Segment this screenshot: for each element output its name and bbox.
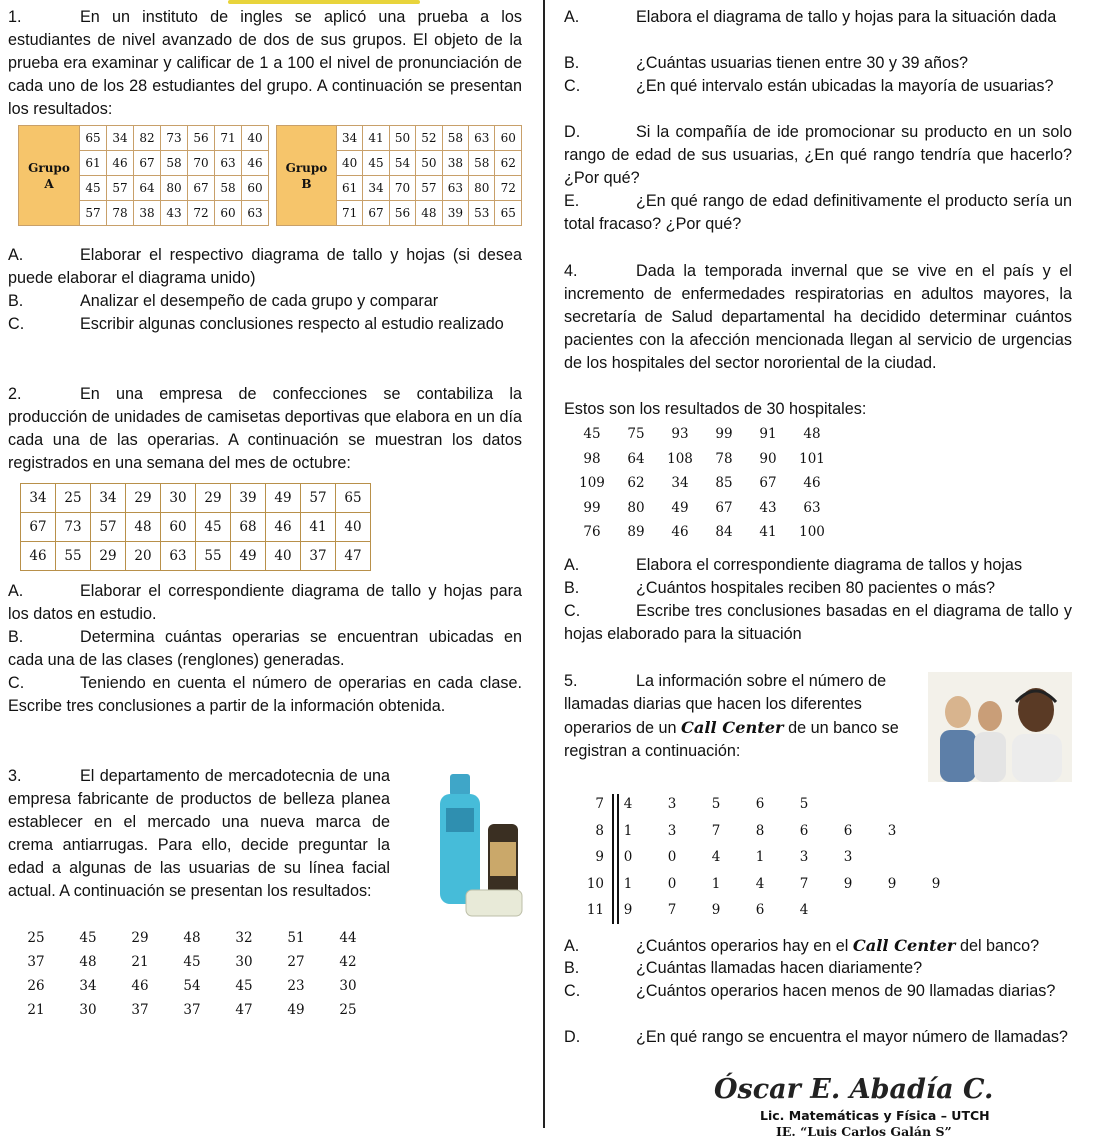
q4-value: 91 — [759, 426, 777, 442]
q2-cell: 20 — [126, 542, 161, 571]
q1-group-b-table — [276, 125, 522, 226]
q5-d: D. ¿En qué rango se encuentra el mayor número de llamadas? — [564, 1028, 1068, 1046]
q3-value: 37 — [183, 1002, 201, 1018]
group-b-cell: 57 — [416, 176, 442, 201]
leaf: 3 — [799, 849, 809, 865]
leaf: 9 — [623, 902, 633, 918]
q2-cell: 29 — [91, 542, 126, 571]
q4-value: 63 — [803, 499, 821, 516]
q2-cell: 41 — [301, 513, 336, 542]
group-a-cell: 70 — [188, 151, 215, 176]
leaf: 4 — [711, 849, 721, 865]
q4-value: 99 — [583, 499, 601, 516]
leaf: 9 — [711, 902, 721, 918]
q2-cell: 34 — [21, 484, 56, 513]
q4-value: 89 — [627, 524, 645, 540]
q4-a: A. Elabora el correspondiente diagrama de tallos y hojas — [564, 556, 1023, 574]
q2-cell: 67 — [21, 513, 56, 542]
q5-intro: 5. La información sobre el número de llamadas diarias que hacen los diferentes operarios de un Call Center de un banco se registran a continuación: — [564, 672, 899, 760]
q4-value: 48 — [803, 426, 821, 442]
leaf: 6 — [799, 822, 809, 839]
q3-value: 30 — [339, 978, 357, 994]
q4-value: 67 — [715, 499, 733, 516]
group-b-cell: 65 — [495, 201, 522, 226]
group-b-cell: 71 — [336, 201, 362, 226]
group-b-cell: 58 — [442, 126, 468, 151]
q4-value: 80 — [627, 499, 645, 516]
leaf: 1 — [623, 875, 633, 892]
q3-value: 54 — [183, 978, 201, 994]
q3-value: 21 — [27, 1002, 45, 1018]
q1-intro: 1. En un instituto de ingles se aplicó una prueba a los estudiantes de nivel avanzado de dos de sus grupos. El objeto de la prueba era examinar y calificar de 1 a 100 el nivel de pronunciación de cada uno de los 28 estudiantes del grupo. A continuación se presentan los resultados: — [8, 8, 522, 118]
group-b-cell: 41 — [363, 126, 389, 151]
group-a-cell: 67 — [134, 151, 161, 176]
q3-value: 26 — [27, 978, 45, 994]
group-a-cell: 43 — [161, 201, 188, 226]
q3-value: 25 — [27, 930, 45, 946]
group-a-cell: 60 — [215, 201, 242, 226]
q2-cell: 40 — [266, 542, 301, 571]
leaf: 6 — [843, 822, 853, 839]
q4-value: 84 — [715, 524, 733, 540]
leaf: 3 — [667, 822, 677, 839]
group-a-cell: 63 — [242, 201, 269, 226]
group-a-cell: 61 — [80, 151, 107, 176]
group-b-cell: 34 — [336, 126, 362, 151]
q2-cell: 55 — [56, 542, 91, 571]
q2-cell: 29 — [196, 484, 231, 513]
group-b-cell: 34 — [363, 176, 389, 201]
group-a-cell: 46 — [107, 151, 134, 176]
q1-b: B. Analizar el desempeño de cada grupo y comparar — [8, 292, 439, 310]
q5-stem-leaf — [564, 790, 964, 930]
q4-value: 75 — [627, 426, 645, 442]
leaf: 8 — [755, 822, 765, 839]
q3-value: 45 — [235, 978, 253, 994]
q3-value: 37 — [131, 1002, 149, 1018]
leaf: 1 — [711, 875, 721, 892]
q3-value: 34 — [79, 978, 97, 994]
q1-c: C. Escribir algunas conclusiones respecto al estudio realizado — [8, 315, 504, 333]
leaf: 1 — [755, 849, 765, 865]
group-b-cell: 80 — [469, 176, 495, 201]
group-a-cell: 56 — [188, 126, 215, 151]
q2-cell: 60 — [161, 513, 196, 542]
q2-b: B. Determina cuántas operarias se encuentran ubicadas en cada una de las clases (renglones) generadas. — [8, 628, 522, 669]
q4-value: 45 — [583, 426, 601, 442]
q2-cell: 30 — [161, 484, 196, 513]
q4-value: 78 — [715, 450, 733, 467]
group-b-cell: 52 — [416, 126, 442, 151]
q2-cell: 34 — [91, 484, 126, 513]
leaf: 0 — [623, 849, 633, 865]
group-a-cell: 40 — [242, 126, 269, 151]
column-divider — [543, 0, 545, 1128]
q4-data — [574, 426, 834, 552]
q4-value: 93 — [671, 426, 689, 442]
q1-group-a-table — [18, 125, 269, 226]
q3-value: 29 — [131, 930, 149, 946]
group-a-label: Grupo A — [19, 126, 80, 226]
q4-value: 67 — [759, 475, 777, 491]
leaf: 0 — [667, 849, 677, 865]
group-b-cell: 61 — [336, 176, 362, 201]
group-b-cell: 62 — [495, 151, 522, 176]
q2-cell: 29 — [126, 484, 161, 513]
q4-c: C. Escribe tres conclusiones basadas en el diagrama de tallo y hojas elaborado para la situación — [564, 602, 1072, 643]
group-a-cell: 63 — [215, 151, 242, 176]
q2-cell: 45 — [196, 513, 231, 542]
group-a-cell: 34 — [107, 126, 134, 151]
group-a-cell: 58 — [215, 176, 242, 201]
q4-value: 98 — [583, 450, 601, 467]
leaf: 3 — [887, 822, 897, 839]
q3-value: 44 — [339, 930, 357, 946]
q1-a: A. Elaborar el respectivo diagrama de tallo y hojas (si desea puede elaborar el diagrama unido) — [8, 246, 522, 287]
q2-cell: 39 — [231, 484, 266, 513]
group-b-cell: 48 — [416, 201, 442, 226]
q2-cell: 25 — [56, 484, 91, 513]
group-a-cell: 64 — [134, 176, 161, 201]
q3-value: 45 — [79, 930, 97, 946]
q3-c: C. ¿En qué intervalo están ubicadas la mayoría de usuarias? — [564, 77, 1054, 95]
q4-value: 109 — [579, 475, 605, 491]
group-a-cell: 57 — [80, 201, 107, 226]
footer-line-2: IE. “Luis Carlos Galán S” — [776, 1124, 952, 1139]
group-b-cell: 53 — [469, 201, 495, 226]
leaf: 4 — [799, 902, 809, 918]
q2-cell: 49 — [231, 542, 266, 571]
q3-value: 37 — [27, 954, 45, 970]
q2-table — [20, 483, 371, 571]
q3-e: E. ¿En qué rango de edad definitivamente el producto sería un total fracaso? ¿Por qué? — [564, 192, 1072, 233]
group-b-cell: 70 — [389, 176, 415, 201]
leaf: 9 — [887, 875, 897, 892]
group-a-cell: 38 — [134, 201, 161, 226]
q2-intro: 2. En una empresa de confecciones se contabiliza la producción de unidades de camisetas deportivas que elabora en un día cada una de las operarias. A continuación se muestran los datos registrados en una semana del mes de octubre: — [8, 385, 522, 472]
q3-value: 47 — [235, 1002, 253, 1018]
q4-value: 108 — [667, 450, 693, 467]
group-b-cell: 39 — [442, 201, 468, 226]
group-a-cell: 67 — [188, 176, 215, 201]
q2-cell: 46 — [266, 513, 301, 542]
call-center-photo — [928, 672, 1072, 782]
leaf: 4 — [623, 796, 633, 812]
group-b-cell: 38 — [442, 151, 468, 176]
q4-value: 64 — [627, 450, 645, 467]
q5-a: A. ¿Cuántos operarios hay en el Call Center del banco? — [564, 936, 1040, 955]
leaf: 9 — [931, 875, 941, 892]
group-b-cell: 40 — [336, 151, 362, 176]
q2-cell: 65 — [336, 484, 371, 513]
leaf: 6 — [755, 796, 765, 812]
group-b-cell: 56 — [389, 201, 415, 226]
leaf: 5 — [711, 796, 721, 812]
q4-value: 90 — [759, 450, 777, 467]
group-b-cell: 72 — [495, 176, 522, 201]
q2-cell: 46 — [21, 542, 56, 571]
q4-intro: 4. Dada la temporada invernal que se vive en el país y el incremento de enfermedades respiratorias en adultos mayores, la secretaría de Salud departamental ha decidido determinar cuántos pacientes con la afección mencionada llegan al servicio de urgencias de los hospitales del sector nororiental de la ciudad. — [564, 262, 1072, 372]
q5-c: C. ¿Cuántos operarios hacen menos de 90 llamadas diarias? — [564, 982, 1056, 1000]
group-a-cell: 82 — [134, 126, 161, 151]
q2-cell: 55 — [196, 542, 231, 571]
group-b-cell: 58 — [469, 151, 495, 176]
q3-value: 21 — [131, 954, 149, 970]
leaf: 3 — [667, 796, 677, 812]
q4-lead: Estos son los resultados de 30 hospitales: — [564, 400, 867, 418]
q4-value: 43 — [759, 499, 777, 516]
stem: 10 — [586, 875, 604, 892]
q2-cell: 48 — [126, 513, 161, 542]
q3-value: 30 — [235, 954, 253, 970]
q4-value: 46 — [803, 475, 821, 491]
q4-value: 46 — [671, 524, 689, 540]
q2-cell: 47 — [336, 542, 371, 571]
leaf: 9 — [843, 875, 853, 892]
group-b-cell: 50 — [389, 126, 415, 151]
q4-value: 85 — [715, 475, 733, 491]
q2-c: C. Teniendo en cuenta el número de operarias en cada clase. Escribe tres conclusiones a partir de la información obtenida. — [8, 674, 522, 715]
q4-value: 41 — [759, 524, 777, 540]
group-a-cell: 78 — [107, 201, 134, 226]
q2-cell: 68 — [231, 513, 266, 542]
q3-value: 51 — [287, 930, 305, 946]
group-a-cell: 65 — [80, 126, 107, 151]
q3-value: 48 — [183, 930, 201, 946]
q4-value: 99 — [715, 426, 733, 442]
q3-value: 30 — [79, 1002, 97, 1018]
top-highlight-bar — [228, 0, 420, 4]
q2-cell: 57 — [301, 484, 336, 513]
cream-products-image — [426, 772, 526, 920]
q4-value: 76 — [583, 524, 601, 540]
group-a-cell: 73 — [161, 126, 188, 151]
group-a-cell: 45 — [80, 176, 107, 201]
group-b-cell: 67 — [363, 201, 389, 226]
group-a-cell: 46 — [242, 151, 269, 176]
q3-d: D. Si la compañía de ide promocionar su producto en un solo rango de edad de sus usuarias, ¿En qué rango tendría que hacerlo? ¿Por qué? — [564, 123, 1072, 187]
stem: 9 — [595, 849, 604, 865]
q2-cell: 63 — [161, 542, 196, 571]
leaf: 5 — [799, 796, 809, 812]
q5-b: B. ¿Cuántas llamadas hacen diariamente? — [564, 959, 923, 977]
q3-value: 23 — [287, 978, 305, 994]
leaf: 3 — [843, 849, 853, 865]
q3-value: 27 — [287, 954, 305, 970]
q3-value: 48 — [79, 954, 97, 970]
q2-cell: 73 — [56, 513, 91, 542]
q2-cell: 37 — [301, 542, 336, 571]
q3-value: 42 — [339, 954, 357, 970]
leaf: 7 — [799, 875, 809, 892]
group-b-cell: 60 — [495, 126, 522, 151]
group-a-cell: 60 — [242, 176, 269, 201]
leaf: 7 — [667, 902, 677, 918]
group-a-cell: 72 — [188, 201, 215, 226]
leaf: 1 — [623, 822, 633, 839]
q4-b: B. ¿Cuántos hospitales reciben 80 pacientes o más? — [564, 579, 996, 597]
q4-value: 34 — [671, 475, 689, 491]
q2-cell: 40 — [336, 513, 371, 542]
leaf: 4 — [755, 875, 765, 892]
group-b-cell: 63 — [442, 176, 468, 201]
stem: 7 — [595, 796, 604, 812]
group-a-cell: 80 — [161, 176, 188, 201]
q4-value: 100 — [799, 524, 825, 540]
q3-value: 49 — [287, 1002, 305, 1018]
q3-data — [18, 930, 378, 1030]
stem: 8 — [595, 822, 604, 839]
leaf: 7 — [711, 822, 721, 839]
group-b-label: Grupo B — [277, 126, 337, 226]
q2-cell: 57 — [91, 513, 126, 542]
stem: 11 — [586, 902, 604, 918]
signature: Óscar E. Abadía C. — [714, 1074, 994, 1105]
group-b-cell: 63 — [469, 126, 495, 151]
leaf: 0 — [667, 875, 677, 892]
q3-a: A. Elabora el diagrama de tallo y hojas para la situación dada — [564, 8, 1057, 26]
leaf: 6 — [755, 902, 765, 918]
q3-value: 46 — [131, 978, 149, 994]
group-b-cell: 45 — [363, 151, 389, 176]
group-b-cell: 54 — [389, 151, 415, 176]
group-a-cell: 58 — [161, 151, 188, 176]
q3-value: 45 — [183, 954, 201, 970]
group-a-cell: 57 — [107, 176, 134, 201]
q3-value: 32 — [235, 930, 253, 946]
q2-a: A. Elaborar el correspondiente diagrama de tallo y hojas para los datos en estudio. — [8, 582, 522, 623]
q3-value: 25 — [339, 1002, 357, 1018]
q4-value: 101 — [799, 450, 825, 467]
q3-b: B. ¿Cuántas usuarias tienen entre 30 y 39 años? — [564, 54, 969, 72]
footer-line-1: Lic. Matemáticas y Física – UTCH — [760, 1108, 990, 1123]
q4-value: 62 — [627, 475, 645, 491]
q2-cell: 49 — [266, 484, 301, 513]
group-a-cell: 71 — [215, 126, 242, 151]
group-b-cell: 50 — [416, 151, 442, 176]
q4-value: 49 — [671, 499, 689, 516]
q3-intro: 3. El departamento de mercadotecnia de una empresa fabricante de productos de belleza planea establecer en el mercado una nueva marca de crema antiarrugas. Para ello, decide preguntar la edad a algunas de las usuarias de su línea facial actual. A continuación se presentan los resultados: — [8, 767, 390, 900]
